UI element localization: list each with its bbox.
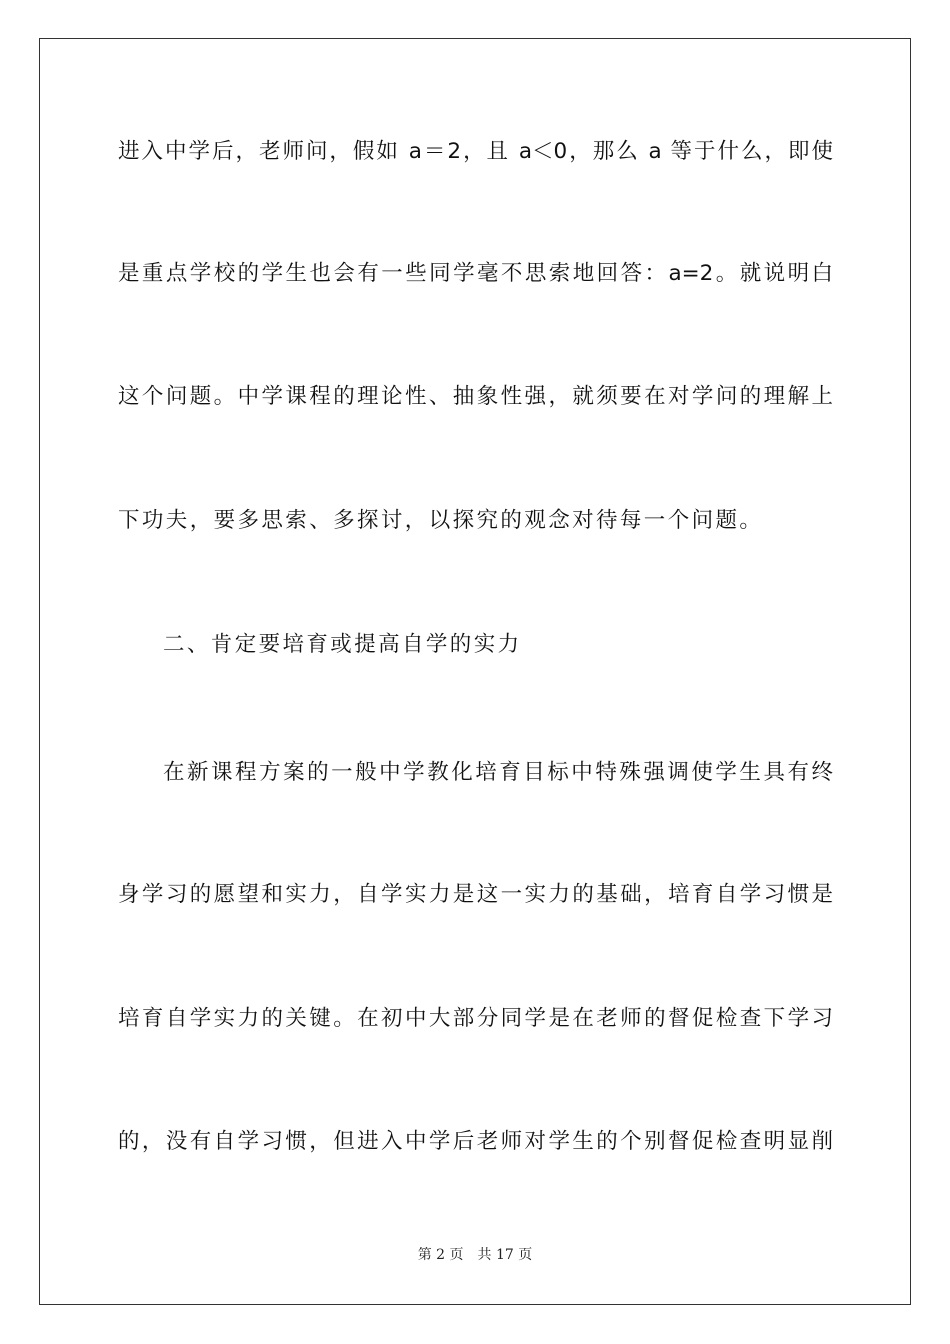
paragraph-line-3: 这个问题。中学课程的理论性、抽象性强，就须要在对学问的理解上 [118,384,833,409]
page-total: 共 17 页 [477,1247,533,1263]
section-heading: 二、肯定要培育或提高自学的实力 [163,632,522,657]
paragraph-line-4: 下功夫，要多思索、多探讨，以探究的观念对待每一个问题。 [118,508,764,533]
page-footer [0,1246,950,1264]
page-number: 第 2 页 [417,1247,464,1263]
page-border [39,38,911,1305]
paragraph-line-2: 是重点学校的学生也会有一些同学毫不思索地回答：a=2。就说明白 [118,261,833,286]
paragraph-line-1: 进入中学后，老师问，假如 a＝2，且 a＜0，那么 a 等于什么，即使 [118,139,833,164]
paragraph-line-8: 培育自学实力的关键。在初中大部分同学是在老师的督促检查下学习 [118,1006,833,1031]
paragraph-line-6: 在新课程方案的一般中学教化培育目标中特殊强调使学生具有终 [163,760,833,785]
paragraph-line-9: 的，没有自学习惯，但进入中学后老师对学生的个别督促检查明显削 [118,1129,833,1154]
paragraph-line-7: 身学习的愿望和实力，自学实力是这一实力的基础，培育自学习惯是 [118,882,833,907]
